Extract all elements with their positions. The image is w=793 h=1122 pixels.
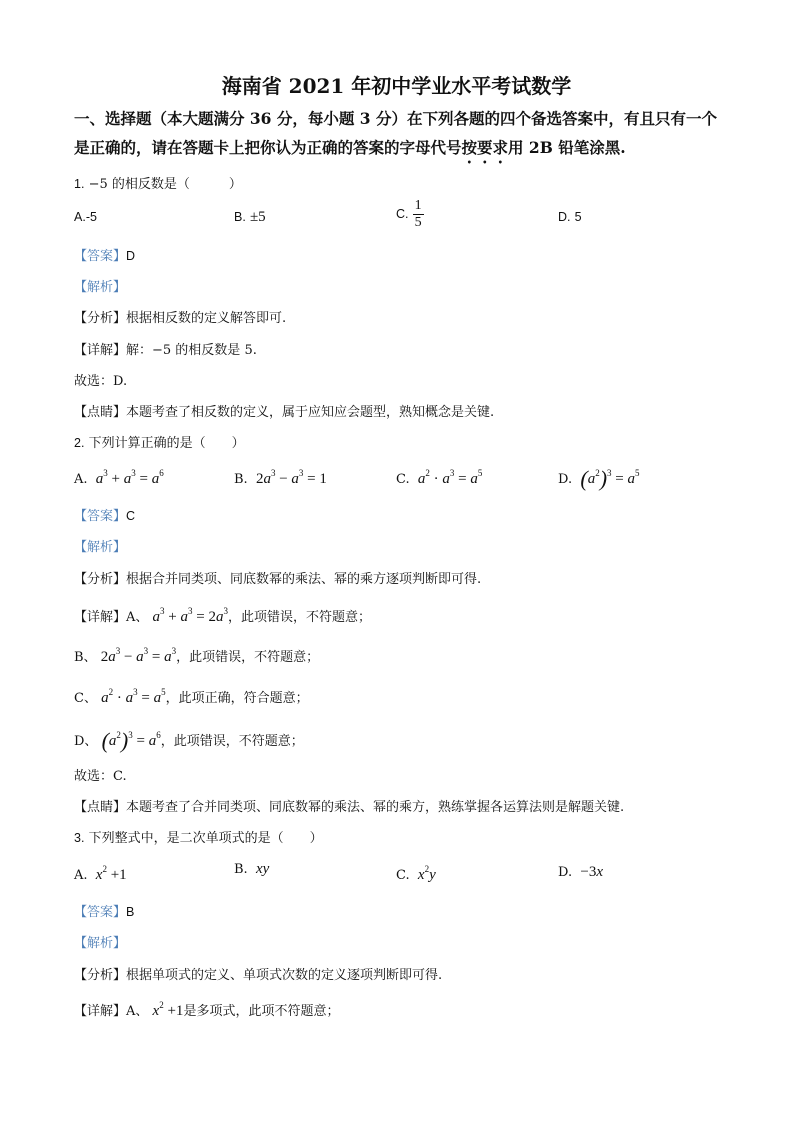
question-3-stem: 3. 下列整式中，是二次单项式的是（ ） [74, 831, 323, 846]
math-expression: $x^2 +1$ [95, 864, 127, 883]
emphasized-text: 按要求 [461, 138, 509, 157]
math-expression: −3x [580, 864, 603, 880]
q3-option-c: C. $x^2y$ [396, 864, 436, 883]
q1-option-d: D. 5 [558, 210, 582, 224]
instructions-text-end: 用 2B 铅笔涂黑. [508, 138, 626, 157]
fraction: $\frac{1}{5}$ [414, 198, 422, 230]
section-instructions-line1: 一、选择题（本大题满分 36 分，每小题 3 分）在下列各题的四个备选答案中，有且只有一个 [74, 109, 717, 128]
q2-option-c: C. $a^2 \cdot a^3 = a^5$ [396, 468, 483, 487]
math-expression: $2a^3 - a^3 = a^3$ [100, 646, 177, 665]
q2-detail-a: 【详解】A、 $a^3 + a^3 = 2a^3$，此项错误，不符题意； [74, 606, 371, 625]
q2-answer: 【答案】C [74, 509, 136, 524]
q1-guxuan: 故选：D. [74, 374, 128, 389]
q1-option-b: B. ±5 [234, 209, 266, 225]
math-expression: $x^2y$ [417, 864, 436, 883]
q3-option-a: A. $x^2 +1$ [74, 864, 127, 883]
q1-analysis-label: 【解析】 [74, 280, 127, 295]
q3-option-b: B. xy [234, 861, 270, 877]
q2-detail-b: B、 $2a^3 - a^3 = a^3$，此项错误，不符题意； [74, 646, 320, 665]
q3-option-d: D. −3x [558, 864, 603, 880]
q1-answer: 【答案】D [74, 249, 136, 264]
math-expression: $a^2 \cdot a^3 = a^5$ [417, 468, 483, 487]
section-instructions-line2 [74, 136, 626, 167]
q2-detail-c: C、 $a^2 \cdot a^3 = a^5$，此项正确，符合题意； [74, 687, 309, 706]
q3-detail-a: 【详解】A、 $x^2 +1$是多项式，此项不符题意； [74, 1000, 340, 1019]
q2-guxuan: 故选：C. [74, 769, 127, 784]
math-expression: $a^3 + a^3 = 2a^3$ [152, 606, 228, 625]
q1-dianjing: 【点睛】本题考查了相反数的定义，属于应知应会题型，熟知概念是关键. [74, 405, 495, 420]
q1-option-a: A.-5 [74, 210, 97, 224]
q3-fenxi: 【分析】根据单项式的定义、单项式次数的定义逐项判断即可得. [74, 968, 443, 983]
math-expression: $a^3 + a^3 = a^6$ [95, 468, 164, 487]
q2-detail-d: D、 $(a^2)^3 = a^6$，此项错误，不符题意； [74, 728, 304, 753]
q1-xiangjie: 【详解】解：−5 的相反数是 5. [74, 343, 257, 358]
q2-option-b: B. $2a^3 - a^3 = 1$ [234, 468, 327, 487]
q2-option-a: A. $a^3 + a^3 = a^6$ [74, 468, 164, 487]
q1-option-c: C. $\frac{1}{5}$ [396, 198, 422, 230]
instructions-text: 是正确的，请在答题卡上把你认为正确的答案的字母代号 [74, 138, 462, 157]
q2-analysis-label: 【解析】 [74, 540, 127, 555]
question-2-stem: 2. 下列计算正确的是（ ） [74, 436, 245, 451]
q3-analysis-label: 【解析】 [74, 936, 127, 951]
q3-answer: 【答案】B [74, 905, 135, 920]
question-1-stem: 1. −5 的相反数是（ ） [74, 177, 242, 192]
q1-fenxi: 【分析】根据相反数的定义解答即可. [74, 311, 287, 326]
q2-option-d: D. $(a^2)^3 = a^5$ [558, 466, 640, 491]
math-expression: $2a^3 - a^3 = 1$ [255, 468, 327, 487]
q2-dianjing: 【点睛】本题考查了合并同类项、同底数幂的乘法、幂的乘方，熟练掌握各运算法则是解题关键. [74, 800, 625, 815]
math-expression: $(a^2)^3 = a^6$ [101, 728, 161, 753]
math-expression: $x^2 +1$ [152, 1000, 184, 1019]
math-expression: $a^2 \cdot a^3 = a^5$ [101, 687, 166, 706]
q2-fenxi: 【分析】根据合并同类项、同底数幂的乘法、幂的乘方逐项判断即可得. [74, 572, 482, 587]
page-title: 海南省 2021 年初中学业水平考试数学 [221, 74, 572, 98]
math-expression: $(a^2)^3 = a^5$ [580, 466, 640, 491]
